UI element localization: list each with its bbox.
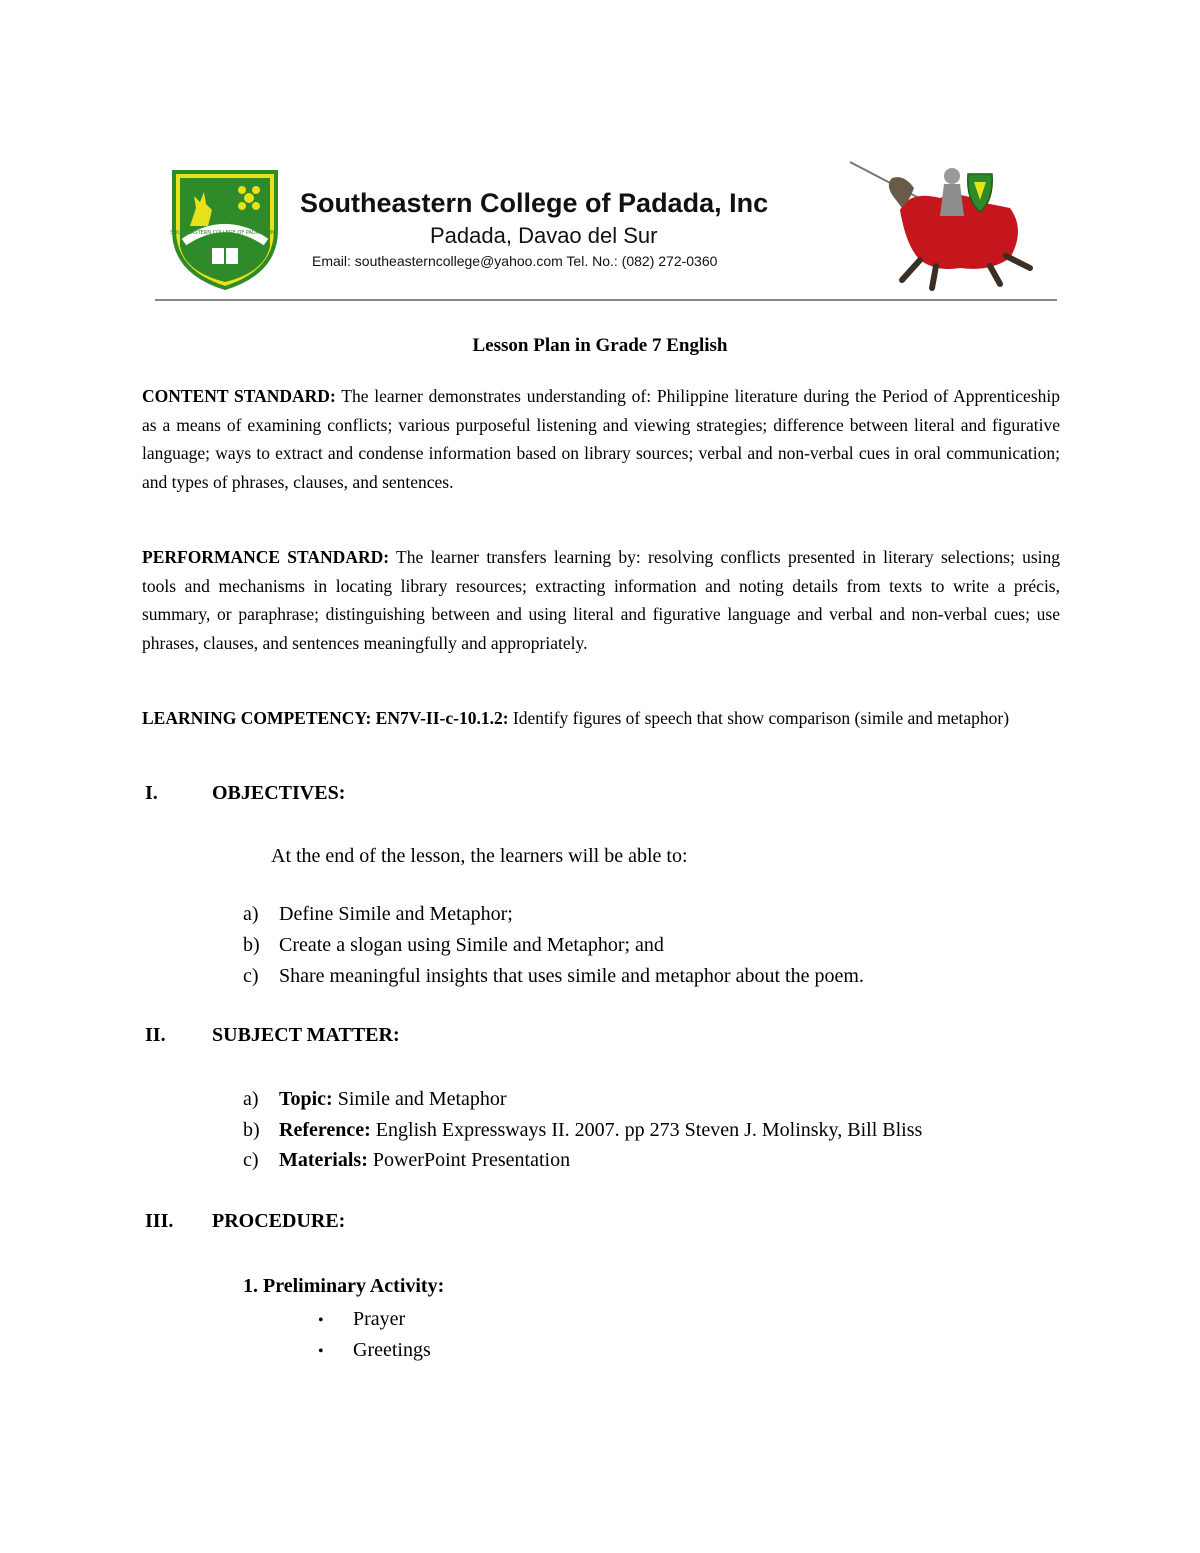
list-item-text: PowerPoint Presentation xyxy=(367,1149,571,1171)
section-title: SUBJECT MATTER: xyxy=(212,1024,400,1046)
list-item xyxy=(243,965,864,988)
list-item-text: Simile and Metaphor xyxy=(332,1088,507,1110)
list-item-label: Materials: xyxy=(279,1149,368,1171)
list-item-text: Define Simile and Metaphor; xyxy=(279,903,513,925)
college-name: Southeastern College of Padada, Inc xyxy=(300,188,769,218)
bullet-icon: • xyxy=(318,1312,324,1329)
college-contact: Email: southeasterncollege@yahoo.com Tel. No.: (082) 272-0360 xyxy=(312,253,718,269)
list-marker: a) xyxy=(243,903,259,925)
bullet-item xyxy=(318,1308,405,1331)
letterhead xyxy=(160,160,1060,300)
learning-competency-text: Identify figures of speech that show comparison (simile and metaphor) xyxy=(508,708,1010,728)
document-title: Lesson Plan in Grade 7 English xyxy=(472,335,728,356)
crest-lettering: SOUTHEASTERN COLLEGE OF PADADA, INC. xyxy=(170,230,280,236)
list-item xyxy=(243,1088,507,1111)
knight-on-horse-emblem xyxy=(840,160,1050,292)
list-marker: a) xyxy=(243,1088,259,1110)
section-number: III. xyxy=(145,1210,174,1232)
list-item xyxy=(243,934,664,957)
section-number: I. xyxy=(145,782,158,804)
learning-competency-label: LEARNING COMPETENCY: EN7V-II-c-10.1.2: xyxy=(142,708,509,728)
section-title: PROCEDURE: xyxy=(212,1210,346,1232)
content-standard xyxy=(142,382,1060,496)
bullet-item xyxy=(318,1339,431,1362)
section-number: II. xyxy=(145,1024,166,1046)
content-standard-text: The learner demonstrates understanding of: Philippine literature during the Period of Apprenticeship as a means of examining conflicts; various purposeful listening and viewing strategies; difference between literal and figurative language; ways to extract and condense information based on library sources; verbal and non-verbal cues in oral communication; and types of phrases, clauses, and sentences. xyxy=(142,386,1060,492)
performance-standard xyxy=(142,543,1060,657)
list-marker: c) xyxy=(243,965,259,987)
college-address: Padada, Davao del Sur xyxy=(430,223,658,248)
list-item-text: Create a slogan using Simile and Metaphor; and xyxy=(279,934,664,956)
bullet-text: Prayer xyxy=(353,1308,406,1330)
learning-competency xyxy=(142,704,1060,733)
list-item-label: Topic: xyxy=(279,1088,333,1110)
performance-standard-label: PERFORMANCE STANDARD: xyxy=(142,547,390,567)
objectives-intro: At the end of the lesson, the learners will be able to: xyxy=(271,845,688,867)
list-marker: c) xyxy=(243,1149,259,1171)
bullet-text: Greetings xyxy=(353,1339,431,1361)
list-item-text: English Expressways II. 2007. pp 273 Steven J. Molinsky, Bill Bliss xyxy=(370,1119,923,1141)
header-divider xyxy=(155,299,1057,301)
performance-standard-text: The learner transfers learning by: resolving conflicts presented in literary selections; using tools and mechanisms in locating library resources; extracting information and noting details from texts to write a précis, summary, or paraphrase; distinguishing between and using literal and figurative language and verbal and non-verbal cues; use phrases, clauses, and sentences meaningfully and appropriately. xyxy=(142,547,1061,653)
section-subject-matter-heading xyxy=(145,1024,400,1047)
list-item xyxy=(243,1119,922,1142)
college-crest-logo xyxy=(170,168,280,292)
procedure-subheading: 1. Preliminary Activity: xyxy=(243,1275,445,1297)
bullet-icon: • xyxy=(318,1343,324,1360)
content-standard-label: CONTENT STANDARD: xyxy=(142,386,336,406)
list-marker: b) xyxy=(243,934,260,956)
section-objectives-heading xyxy=(145,782,345,805)
section-procedure-heading xyxy=(145,1210,345,1233)
list-item-label: Reference: xyxy=(279,1119,371,1141)
list-item-text: Share meaningful insights that uses simile and metaphor about the poem. xyxy=(279,965,864,987)
list-marker: b) xyxy=(243,1119,260,1141)
list-item xyxy=(243,1149,570,1172)
list-item xyxy=(243,903,513,926)
section-title: OBJECTIVES: xyxy=(212,782,346,804)
